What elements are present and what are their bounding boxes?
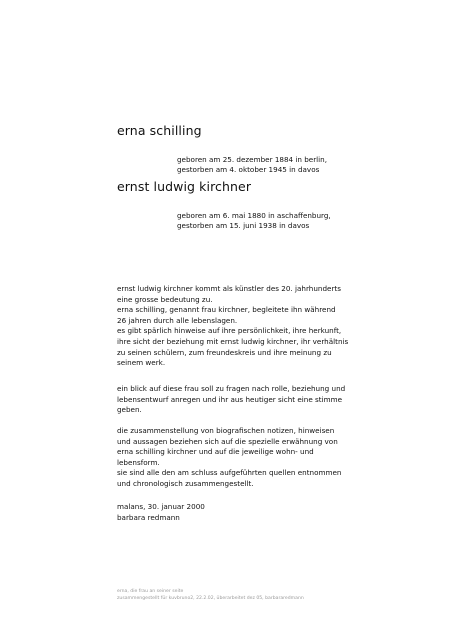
- page-footer: [117, 588, 304, 602]
- footer-credits: zusammengestellt für kuvbruno2, 22.2.02, überarbeitet dez 05, barbararedmann: [117, 596, 304, 601]
- text-line: lebensentwurf anregen und ihr aus heutiger sicht eine stimme: [117, 394, 343, 404]
- text-line: die zusammenstellung von biografischen notizen, hinweisen: [117, 426, 335, 435]
- text-line: ein blick auf diese frau soll zu fragen nach rolle, beziehung und: [117, 384, 346, 393]
- text-line: und chronologisch zusammengestellt.: [117, 478, 254, 488]
- text-line: sie sind alle den am schluss aufgeführten quellen entnommen: [117, 468, 342, 478]
- paragraph-purpose: [117, 384, 397, 416]
- footer-title: erna, die frau an seiner seite: [117, 589, 184, 594]
- text-line: ernst ludwig kirchner kommt als künstler des 20. jahrhunderts: [117, 284, 341, 293]
- life-dates-erna: [177, 155, 327, 175]
- paragraph-intro: [117, 284, 397, 369]
- text-line: es gibt spärlich hinweise auf ihre persönlichkeit, ihre herkunft,: [117, 326, 342, 336]
- person-name-erna: erna schilling: [117, 123, 202, 138]
- paragraph-sources: [117, 426, 397, 490]
- text-line: ihre sicht der beziehung mit ernst ludwig kirchner, ihr verhältnis: [117, 336, 349, 346]
- place-date: malans, 30. januar 2000: [117, 502, 205, 511]
- text-line: seinem werk.: [117, 358, 166, 368]
- signature-block: [117, 502, 397, 523]
- death-line: gestorben am 15. juni 1938 in davos: [177, 221, 310, 230]
- text-line: lebensform.: [117, 457, 160, 467]
- text-line: erna schilling kirchner und auf die jeweilige wohn- und: [117, 447, 314, 457]
- text-line: erna schilling, genannt frau kirchner, begleitete ihn während: [117, 305, 336, 315]
- text-line: eine grosse bedeutung zu.: [117, 294, 213, 304]
- text-line: geben.: [117, 405, 142, 415]
- text-line: zu seinen schülern, zum freundeskreis und ihre meinung zu: [117, 347, 332, 357]
- life-dates-kirchner: [177, 211, 331, 231]
- text-line: und aussagen beziehen sich auf die spezielle erwähnung von: [117, 436, 338, 446]
- birth-line: geboren am 25. dezember 1884 in berlin,: [177, 155, 328, 164]
- birth-line: geboren am 6. mai 1880 in aschaffenburg,: [177, 211, 331, 220]
- death-line: gestorben am 4. oktober 1945 in davos: [177, 165, 320, 174]
- author-name: barbara redmann: [117, 512, 180, 522]
- text-line: 26 jahren durch alle lebenslagen.: [117, 315, 238, 325]
- person-name-kirchner: ernst ludwig kirchner: [117, 179, 252, 194]
